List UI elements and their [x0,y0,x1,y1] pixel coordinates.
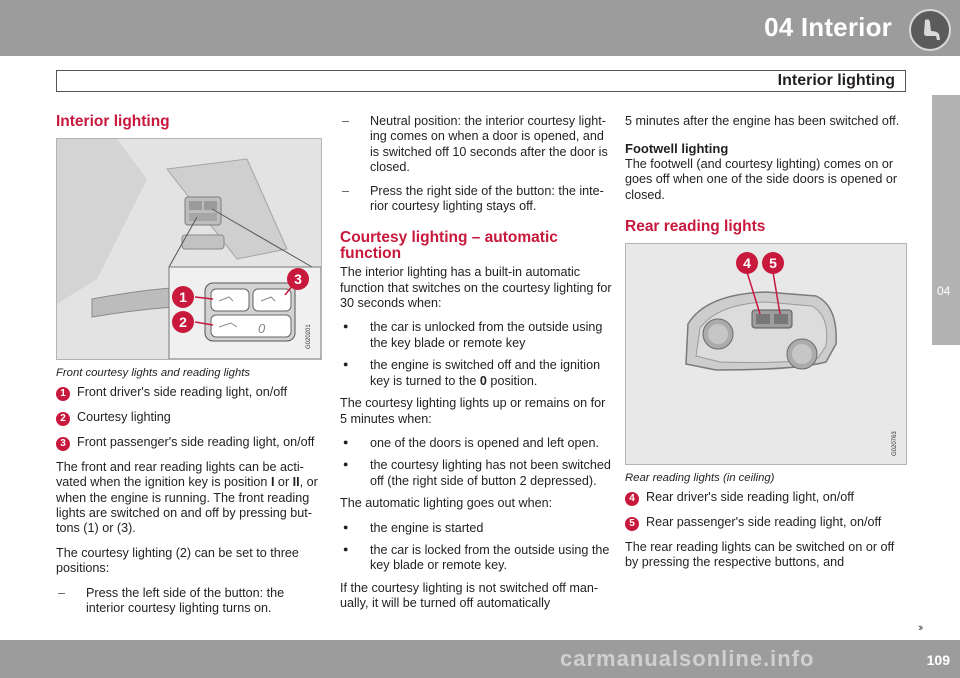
list-item: – Neutral position: the interior courtesy light-ing comes on when a door is opened, and is switched off 10 seconds after the door is closed. [340,114,614,176]
paragraph: The front and rear reading lights can be acti-vated when the ignition key is position I or II, or when the engine is running. The front reading lights are switched on and off by pressing but-tons (1) or (3). [56,459,318,536]
page-number: 109 [926,652,950,668]
section-header [56,70,906,92]
bullet-list [340,436,614,489]
figure-code: G020763 [892,431,898,457]
svg-text:0: 0 [258,321,266,337]
list-item-text: Front passenger's side reading light, on/off [77,434,315,449]
heading-rear-reading-lights: Rear reading lights [625,218,766,236]
figure-code: G020201 [306,324,312,350]
watermark: carmanualsonline.info [560,646,815,671]
number-5-icon: 5 [625,517,639,531]
figure-caption: Rear reading lights (in ceiling) [625,472,775,485]
list-item: ● the car is locked from the outside using the key blade or remote key. [340,543,614,574]
paragraph: The footwell (and courtesy lighting) comes on or goes off when one of the side doors is opened or closed. [625,156,898,202]
heading-courtesy-lighting: Courtesy lighting – automatic function [340,229,558,262]
list-item-text: Rear passenger's side reading light, on/off [646,514,882,529]
list-item: ● one of the doors is opened and left open. [340,436,614,451]
figure-front-lights [56,138,322,360]
number-3-icon: 3 [56,437,70,451]
list-item: – Press the left side of the button: the interior courtesy lighting turns on. [56,586,322,617]
column-2 [340,114,614,621]
paragraph: 5 minutes after the engine has been switched off. [625,114,900,128]
paragraph: If the courtesy lighting is not switched off man-ually, it will be turned off automatically [340,580,599,611]
list-item: – Press the right side of the button: the inte-rior courtesy lighting stays off. [340,184,614,215]
callout-2: 2 [179,314,187,331]
heading-interior-lighting: Interior lighting [56,113,170,130]
side-tab-label: 04 [937,284,951,298]
front-lights-illustration [57,139,321,359]
callout-1: 1 [179,289,187,306]
heading-footwell-lighting: Footwell lighting [625,141,729,157]
list-item: ● the engine is switched off and the ignition key is turned to the 0 position. [340,358,614,389]
paragraph: The courtesy lighting lights up or remains on for 5 minutes when: [340,396,606,426]
list-item [625,490,907,506]
bullet-list [340,521,614,574]
dash-list [340,114,614,214]
list-item-text: Rear driver's side reading light, on/off [646,489,854,504]
list-item: ● the car is unlocked from the outside using the key blade or remote key [340,320,614,351]
list-item: ● the engine is started [340,521,614,536]
paragraph: The rear reading lights can be switched on or off by pressing the respective buttons, and [625,539,895,570]
figure-rear-lights [625,243,907,465]
rear-lights-illustration [626,244,906,464]
paragraph: The interior lighting has a built-in automatic function that switches on the courtesy lighting for 30 seconds when: [340,265,612,311]
callout-4: 4 [743,255,751,272]
callout-5: 5 [769,255,777,272]
number-4-icon: 4 [625,492,639,506]
list-item: ● the courtesy lighting has not been switched off (the right side of button 2 depressed). [340,458,614,489]
seat-icon [909,9,951,51]
list-item-text: Courtesy lighting [77,409,171,424]
continue-arrows-icon: ›› [918,622,922,634]
section-title: Interior lighting [777,72,895,89]
list-item-text: Front driver's side reading light, on/off [77,384,288,399]
number-2-icon: 2 [56,412,70,426]
paragraph: The automatic lighting goes out when: [340,496,553,511]
list-item [56,410,322,426]
dash-list [56,586,322,617]
list-item [625,515,907,531]
bottom-bar [0,640,960,678]
bullet-list [340,320,614,389]
callout-3: 3 [294,271,302,288]
column-1 [56,114,322,624]
figure-caption: Front courtesy lights and reading lights [56,367,251,380]
paragraph: The courtesy lighting (2) can be set to three positions: [56,545,299,576]
number-1-icon: 1 [56,387,70,401]
list-item [56,385,322,401]
chapter-title: 04 Interior [764,12,892,42]
list-item [56,435,322,451]
chapter-side-tab [932,95,960,345]
column-3 [625,114,907,580]
